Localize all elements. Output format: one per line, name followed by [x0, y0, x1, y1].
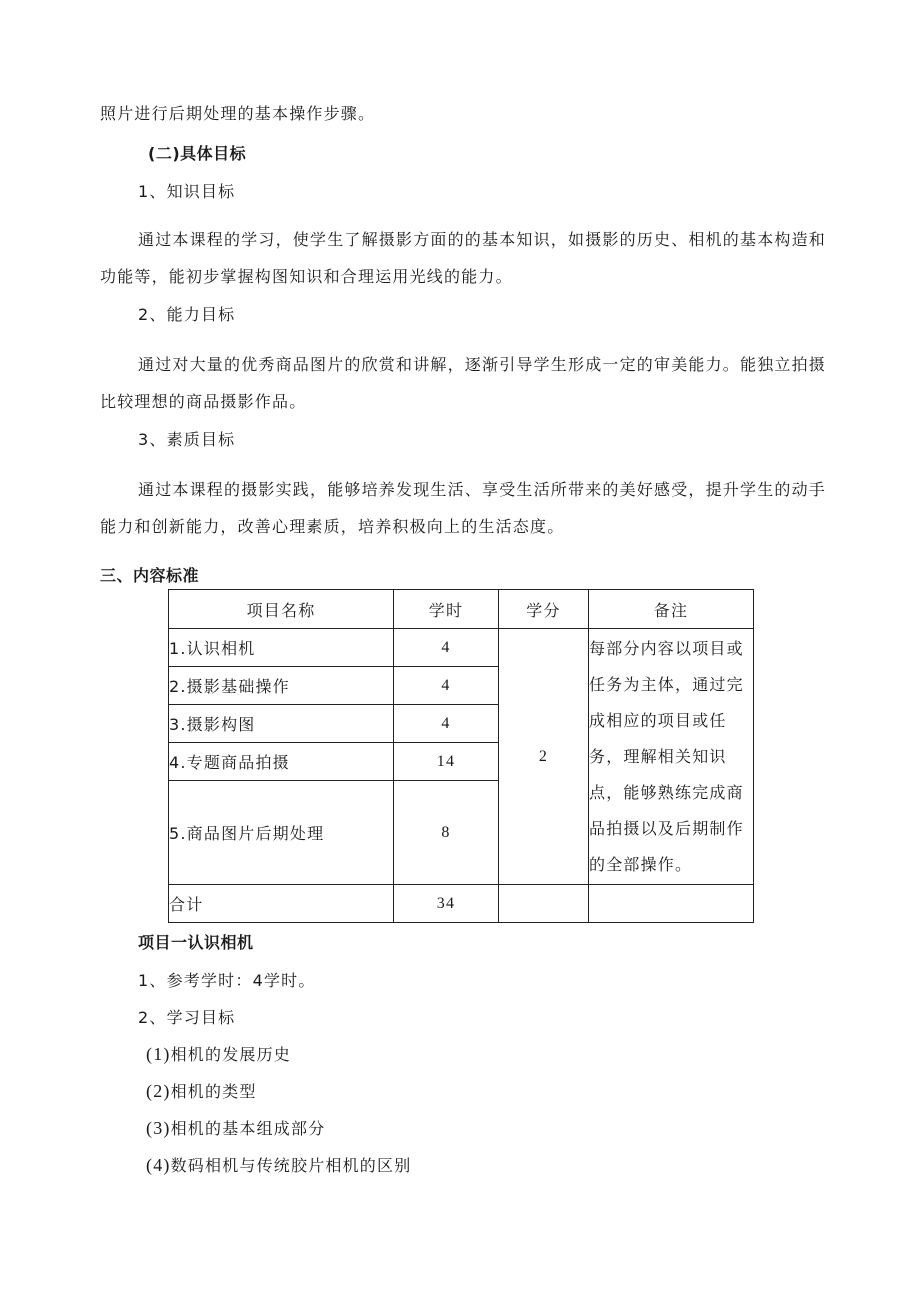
hours-cell: 4: [394, 705, 499, 743]
goal-number: (3): [146, 1118, 171, 1138]
hours-cell: 14: [394, 743, 499, 781]
project1-hours-line: 1、参考学时：4学时。: [138, 971, 316, 990]
table-header-row: [169, 590, 754, 629]
project1-heading: 项目一认识相机: [138, 933, 254, 952]
goal-text: 相机的类型: [170, 1082, 257, 1101]
specific-goals-heading: (二)具体目标: [148, 144, 247, 163]
knowledge-goal-line: 功能等，能初步掌握构图知识和合理运用光线的能力。: [100, 267, 513, 286]
goal-list-item: [146, 1154, 411, 1177]
goal-text: 相机的基本组成部分: [170, 1119, 326, 1138]
project-name-cell: 4.专题商品拍摄: [169, 743, 394, 781]
hours-cell: 8: [394, 781, 499, 885]
quality-goal-heading: 3、素质目标: [138, 430, 236, 449]
ability-goal-heading: 2、能力目标: [138, 305, 236, 324]
goal-text: 数码相机与传统胶片相机的区别: [170, 1156, 412, 1175]
ability-goal-line: 通过对大量的优秀商品图片的欣赏和讲解，逐渐引导学生形成一定的审美能力。能独立拍摄: [138, 355, 827, 374]
goal-number: (4): [146, 1155, 171, 1175]
project-name-cell: 3.摄影构图: [169, 705, 394, 743]
project-name-cell: 1.认识相机: [169, 629, 394, 667]
project-name-cell: 2.摄影基础操作: [169, 667, 394, 705]
hours-cell: 4: [394, 629, 499, 667]
content-standard-heading: 三、内容标准: [100, 566, 200, 585]
goal-list-item: [146, 1080, 257, 1103]
total-hours-cell: 34: [394, 885, 499, 923]
ability-goal-line: 比较理想的商品摄影作品。: [100, 392, 307, 411]
total-label-cell: 合计: [169, 885, 394, 923]
project-name-cell: 5.商品图片后期处理: [169, 781, 394, 885]
knowledge-goal-line: 通过本课程的学习，使学生了解摄影方面的的基本知识，如摄影的历史、相机的基本构造和: [138, 230, 827, 249]
note-cell: 每部分内容以项目或任务为主体，通过完成相应的项目或任务，理解相关知识点，能够熟练完成商品拍摄以及后期制作的全部操作。: [589, 629, 754, 885]
column-header: 备注: [589, 590, 754, 629]
quality-goal-line: 能力和创新能力，改善心理素质，培养积极向上的生活态度。: [100, 517, 565, 536]
empty-cell: [589, 885, 754, 923]
column-header: 项目名称: [169, 590, 394, 629]
hours-cell: 4: [394, 667, 499, 705]
credits-cell: 2: [499, 629, 589, 885]
goal-number: (2): [146, 1081, 171, 1101]
table-total-row: [169, 885, 754, 923]
empty-cell: [499, 885, 589, 923]
column-header: 学时: [394, 590, 499, 629]
column-header: 学分: [499, 590, 589, 629]
goal-number: (1): [146, 1044, 171, 1064]
goal-list-item: [146, 1117, 325, 1140]
knowledge-goal-heading: 1、知识目标: [138, 182, 236, 201]
content-standard-table: [168, 589, 754, 923]
intro-tail-text: 照片进行后期处理的基本操作步骤。: [100, 104, 376, 123]
goal-text: 相机的发展历史: [170, 1045, 291, 1064]
project1-goals-heading: 2、学习目标: [138, 1008, 236, 1027]
goal-list-item: [146, 1043, 291, 1066]
table-row: [169, 629, 754, 667]
quality-goal-line: 通过本课程的摄影实践，能够培养发现生活、享受生活所带来的美好感受，提升学生的动手: [138, 480, 827, 499]
